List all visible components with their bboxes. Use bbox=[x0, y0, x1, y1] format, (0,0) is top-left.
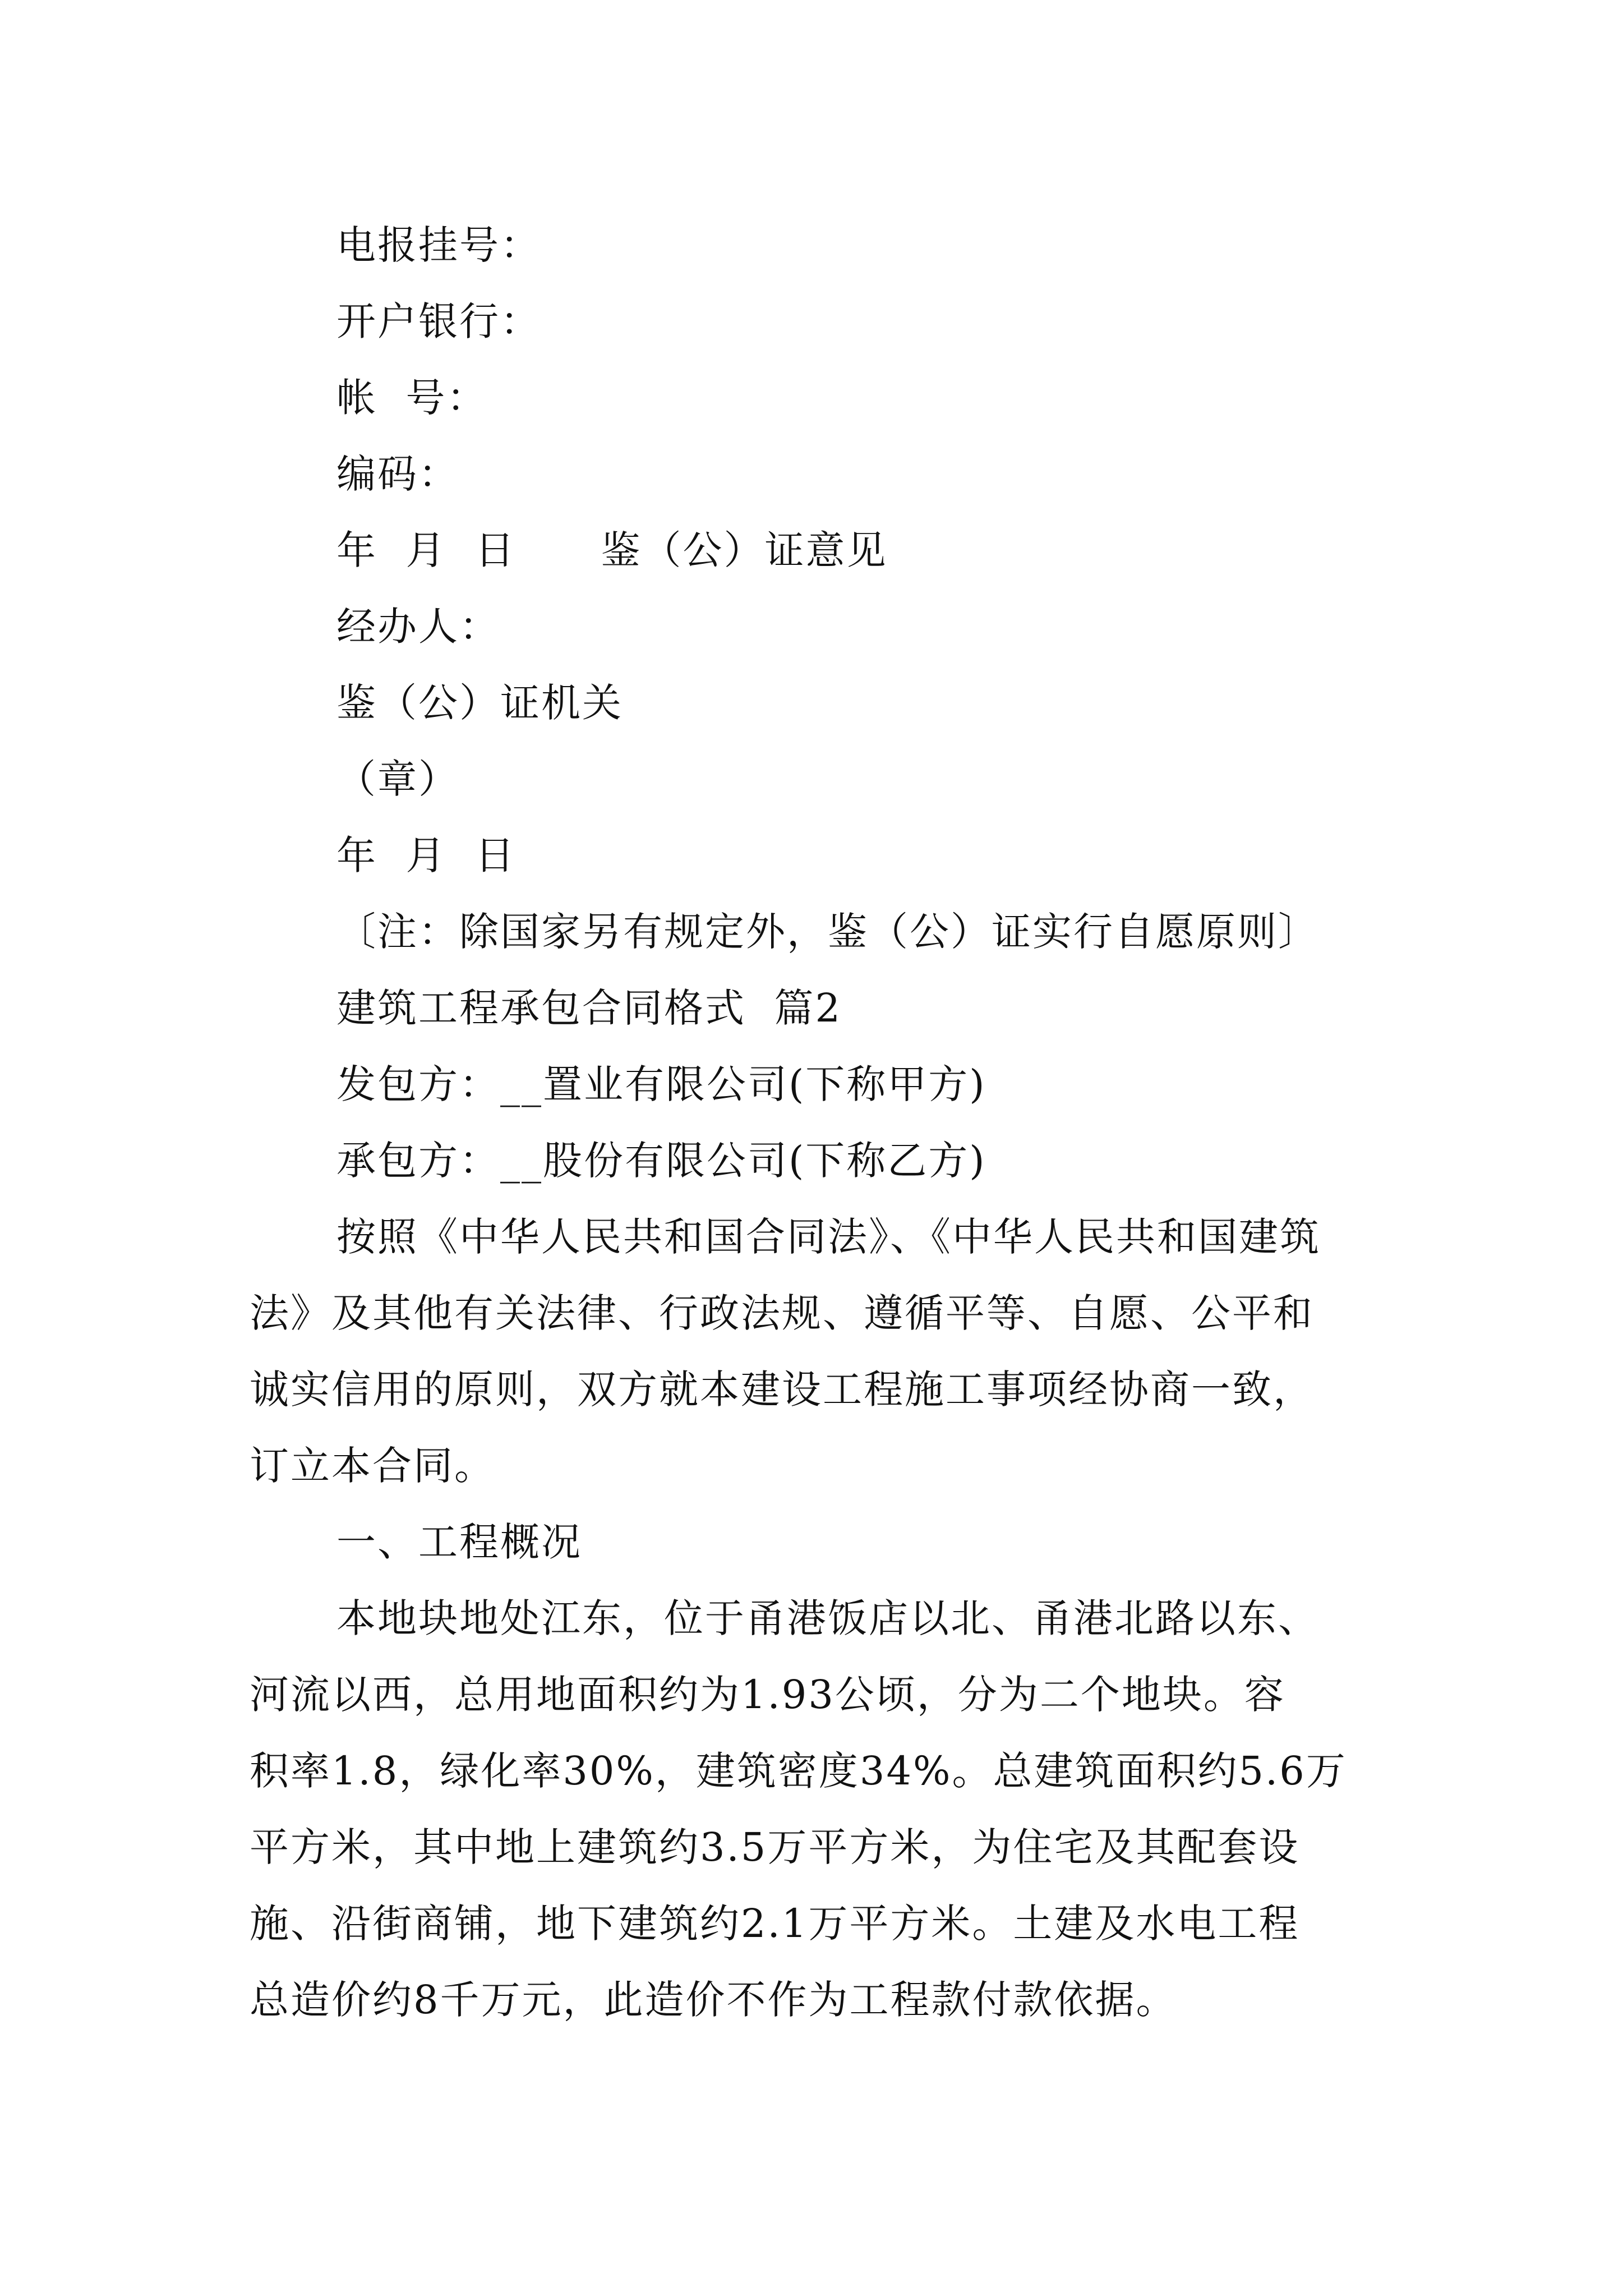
seal-line: （章） bbox=[336, 756, 459, 802]
notary-office-line: 鉴（公）证机关 bbox=[336, 680, 623, 726]
paragraph-line: 总造价约8千万元，此造价不作为工程款付款依据。 bbox=[250, 1977, 1177, 2023]
paragraph-line: 法》及其他有关法律、行政法规、遵循平等、自愿、公平和 bbox=[250, 1290, 1314, 1336]
note-line: 〔注：除国家另有规定外，鉴（公）证实行自愿原则〕 bbox=[336, 909, 1319, 955]
subsection-heading: 一、工程概况 bbox=[336, 1519, 582, 1565]
paragraph-line: 诚实信用的原则，双方就本建设工程施工事项经协商一致， bbox=[250, 1366, 1314, 1412]
paragraph-line: 河流以西，总用地面积约为1.93公顷，分为二个地块。容 bbox=[250, 1672, 1285, 1718]
bank-line: 开户银行： bbox=[336, 298, 541, 344]
paragraph-line: 本地块地处江东，位于甬港饭店以北、甬港北路以东、 bbox=[336, 1595, 1319, 1641]
paragraph-line: 订立本合同。 bbox=[250, 1443, 495, 1489]
postal-code-line: 编码： bbox=[336, 451, 459, 497]
telegram-address-line: 电报挂号： bbox=[336, 222, 541, 268]
paragraph-line: 按照《中华人民共和国合同法》、《中华人民共和国建筑 bbox=[336, 1214, 1321, 1260]
paragraph-line: 平方米，其中地上建筑约3.5万平方米，为住宅及其配套设 bbox=[250, 1824, 1300, 1870]
date-notarization-line: 年 月 日 鉴（公）证意见 bbox=[336, 527, 888, 573]
employer-line: 发包方：__置业有限公司(下称甲方) bbox=[336, 1061, 986, 1107]
contractor-line: 承包方：__股份有限公司(下称乙方) bbox=[336, 1138, 986, 1184]
handler-line: 经办人： bbox=[336, 604, 500, 650]
section-title: 建筑工程承包合同格式 篇2 bbox=[336, 985, 842, 1031]
date-line: 年 月 日 bbox=[336, 832, 517, 878]
paragraph-line: 施、沿街商铺，地下建筑约2.1万平方米。土建及水电工程 bbox=[250, 1901, 1300, 1947]
paragraph-line: 积率1.8，绿化率30%，建筑密度34%。总建筑面积约5.6万 bbox=[250, 1748, 1347, 1794]
account-number-line: 帐 号： bbox=[336, 375, 488, 421]
